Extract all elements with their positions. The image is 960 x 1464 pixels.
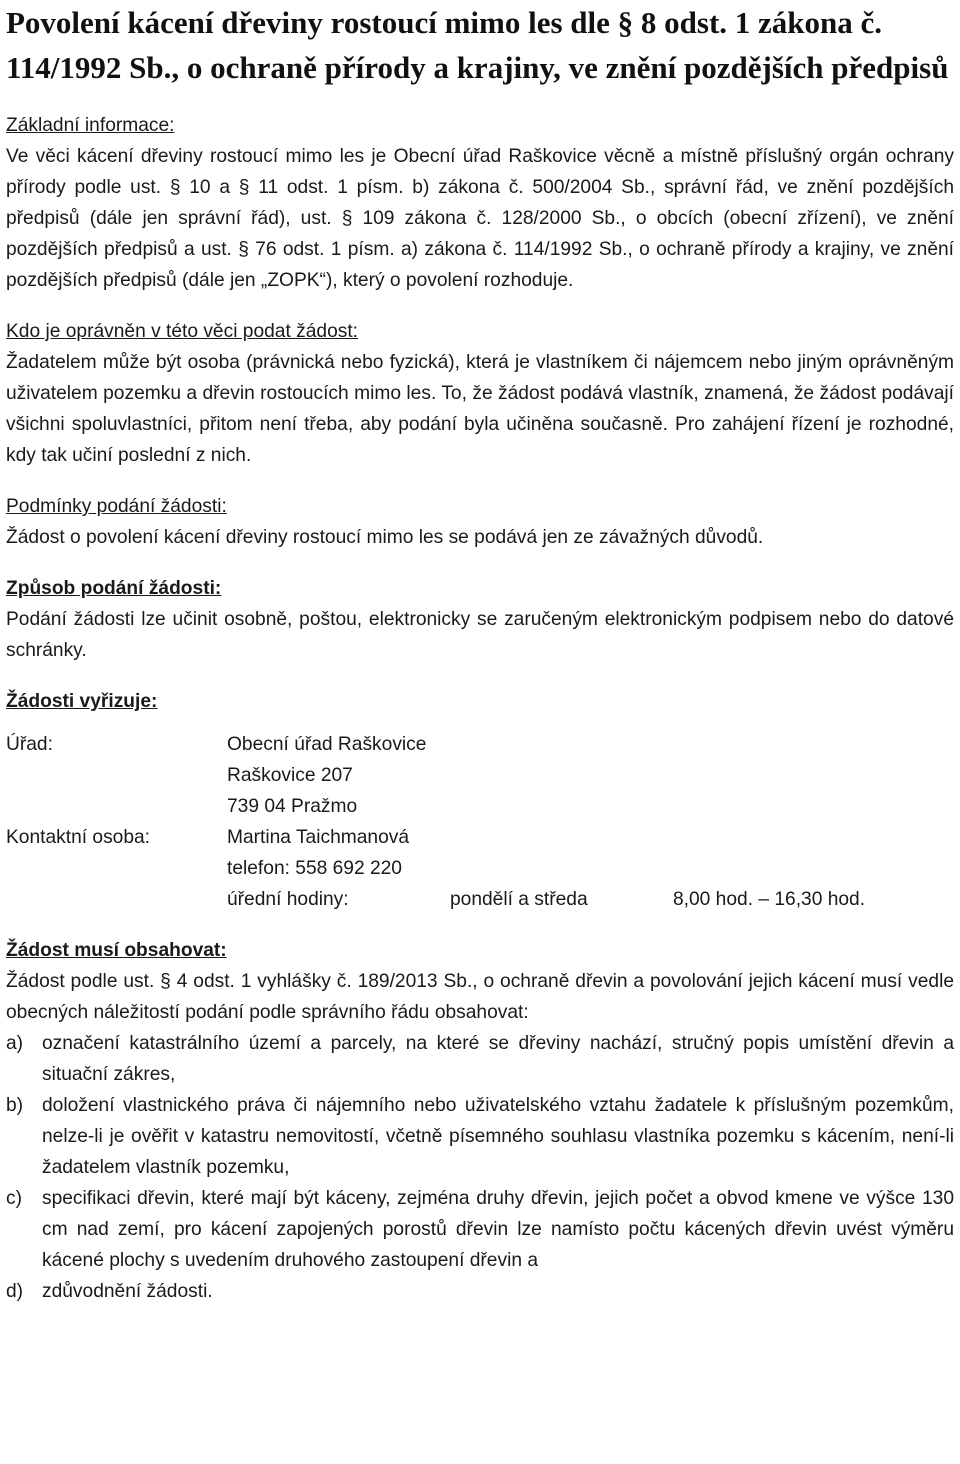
list-item <box>6 1090 954 1183</box>
office-city: 739 04 Pražmo <box>227 796 358 817</box>
contact-name: Martina Taichmanová <box>227 827 410 848</box>
section-text: Ve věci kácení dřeviny rostoucí mimo les je Obecní úřad Raškovice věcně a místně příslušný orgán ochrany přírody podle ust. § 10 a § 11 odst. 1 písm. b) zákona č. 500/2004 Sb., správní řád, ve znění pozdějších předpisů (dále jen správní řád), ust. § 109 zákona č. 128/2000 Sb., o obcích (obecní zřízení), ve znění pozdějších předpisů a ust. § 76 odst. 1 písm. a) zákona č. 114/1992 Sb., o ochraně přírody a krajiny, ve znění pozdějších předpisů (dále jen „ZOPK“), který o povolení rozhoduje. <box>6 146 954 291</box>
section-heading: Žádost musí obsahovat: <box>6 940 227 961</box>
section-heading: Podmínky podání žádosti: <box>6 496 227 517</box>
section-heading: Kdo je oprávněn v této věci podat žádost: <box>6 321 358 342</box>
office-row <box>6 729 954 822</box>
section-text: Žadatelem může být osoba (právnická nebo fyzická), která je vlastníkem či nájemcem nebo jiným oprávněným uživatelem pozemku a dřevin rostoucích mimo les. To, že žádost podává vlastník, znamená, že žádost podávají všichni spoluvlastníci, přitom není třeba, aby podání byla učiněna současně. Pro zahájení řízení je rozhodné, kdy tak učiní poslední z nich. <box>6 352 954 466</box>
list-item <box>6 1276 954 1307</box>
list-marker: d) <box>6 1281 24 1302</box>
contact-row <box>6 822 954 915</box>
office-label: Úřad: <box>6 734 53 755</box>
section-text: Podání žádosti lze učinit osobně, poštou, elektronicky se zaručeným elektronickým podpisem nebo do datové schránky. <box>6 609 954 661</box>
hours-days: pondělí a středa <box>450 889 588 910</box>
office-name: Obecní úřad Raškovice <box>227 734 427 755</box>
section-text: Žádost o povolení kácení dřeviny rostoucí mimo les se podává jen ze závažných důvodů. <box>6 527 764 548</box>
section-handler <box>6 686 954 915</box>
section-conditions <box>6 491 954 553</box>
section-method <box>6 573 954 666</box>
list-text: zdůvodnění žádosti. <box>42 1281 213 1302</box>
office-street: Raškovice 207 <box>227 765 353 786</box>
list-text: specifikaci dřevin, které mají být káceny, zejména druhy dřevin, jejich počet a obvod kmene ve výšce 130 cm nad zemí, pro kácení zapojených porostů dřevin lze namísto počtu kácených dřevin uvést výměru kácené plochy s uvedením druhového zastoupení dřevin a <box>42 1188 954 1271</box>
requirements-list <box>6 1028 954 1307</box>
section-who <box>6 316 954 471</box>
page-title: Povolení kácení dřeviny rostoucí mimo les dle § 8 odst. 1 zákona č. 114/1992 Sb., o ochraně přírody a krajiny, ve znění pozdějších předpisů <box>6 5 949 85</box>
section-contents <box>6 935 954 1307</box>
list-marker: b) <box>6 1095 24 1116</box>
list-text: označení katastrálního území a parcely, na které se dřeviny nachází, stručný popis umístění dřevin a situační zákres, <box>42 1033 954 1085</box>
section-heading: Žádosti vyřizuje: <box>6 691 158 712</box>
section-heading: Základní informace: <box>6 115 175 136</box>
list-item <box>6 1183 954 1276</box>
hours-label: úřední hodiny: <box>227 889 349 910</box>
contact-label: Kontaktní osoba: <box>6 827 151 848</box>
list-text: doložení vlastnického práva či nájemního nebo uživatelského vztahu žadatele k příslušným pozemkům, nelze-li je ověřit v katastru nemovitostí, včetně písemného souhlasu vlastníka pozemku s kácením, není-li žadatelem vlastník pozemku, <box>42 1095 954 1178</box>
section-heading: Způsob podání žádosti: <box>6 578 222 599</box>
contact-phone: telefon: 558 692 220 <box>227 858 402 879</box>
hours-time: 8,00 hod. – 16,30 hod. <box>673 889 866 910</box>
section-basic-info <box>6 110 954 296</box>
list-marker: c) <box>6 1188 22 1209</box>
list-item <box>6 1028 954 1090</box>
list-marker: a) <box>6 1033 24 1054</box>
section-text: Žádost podle ust. § 4 odst. 1 vyhlášky č. 189/2013 Sb., o ochraně dřevin a povolování jejich kácení musí vedle obecných náležitostí podání podle správního řádu obsahovat: <box>6 971 954 1023</box>
office-hours <box>227 884 954 915</box>
